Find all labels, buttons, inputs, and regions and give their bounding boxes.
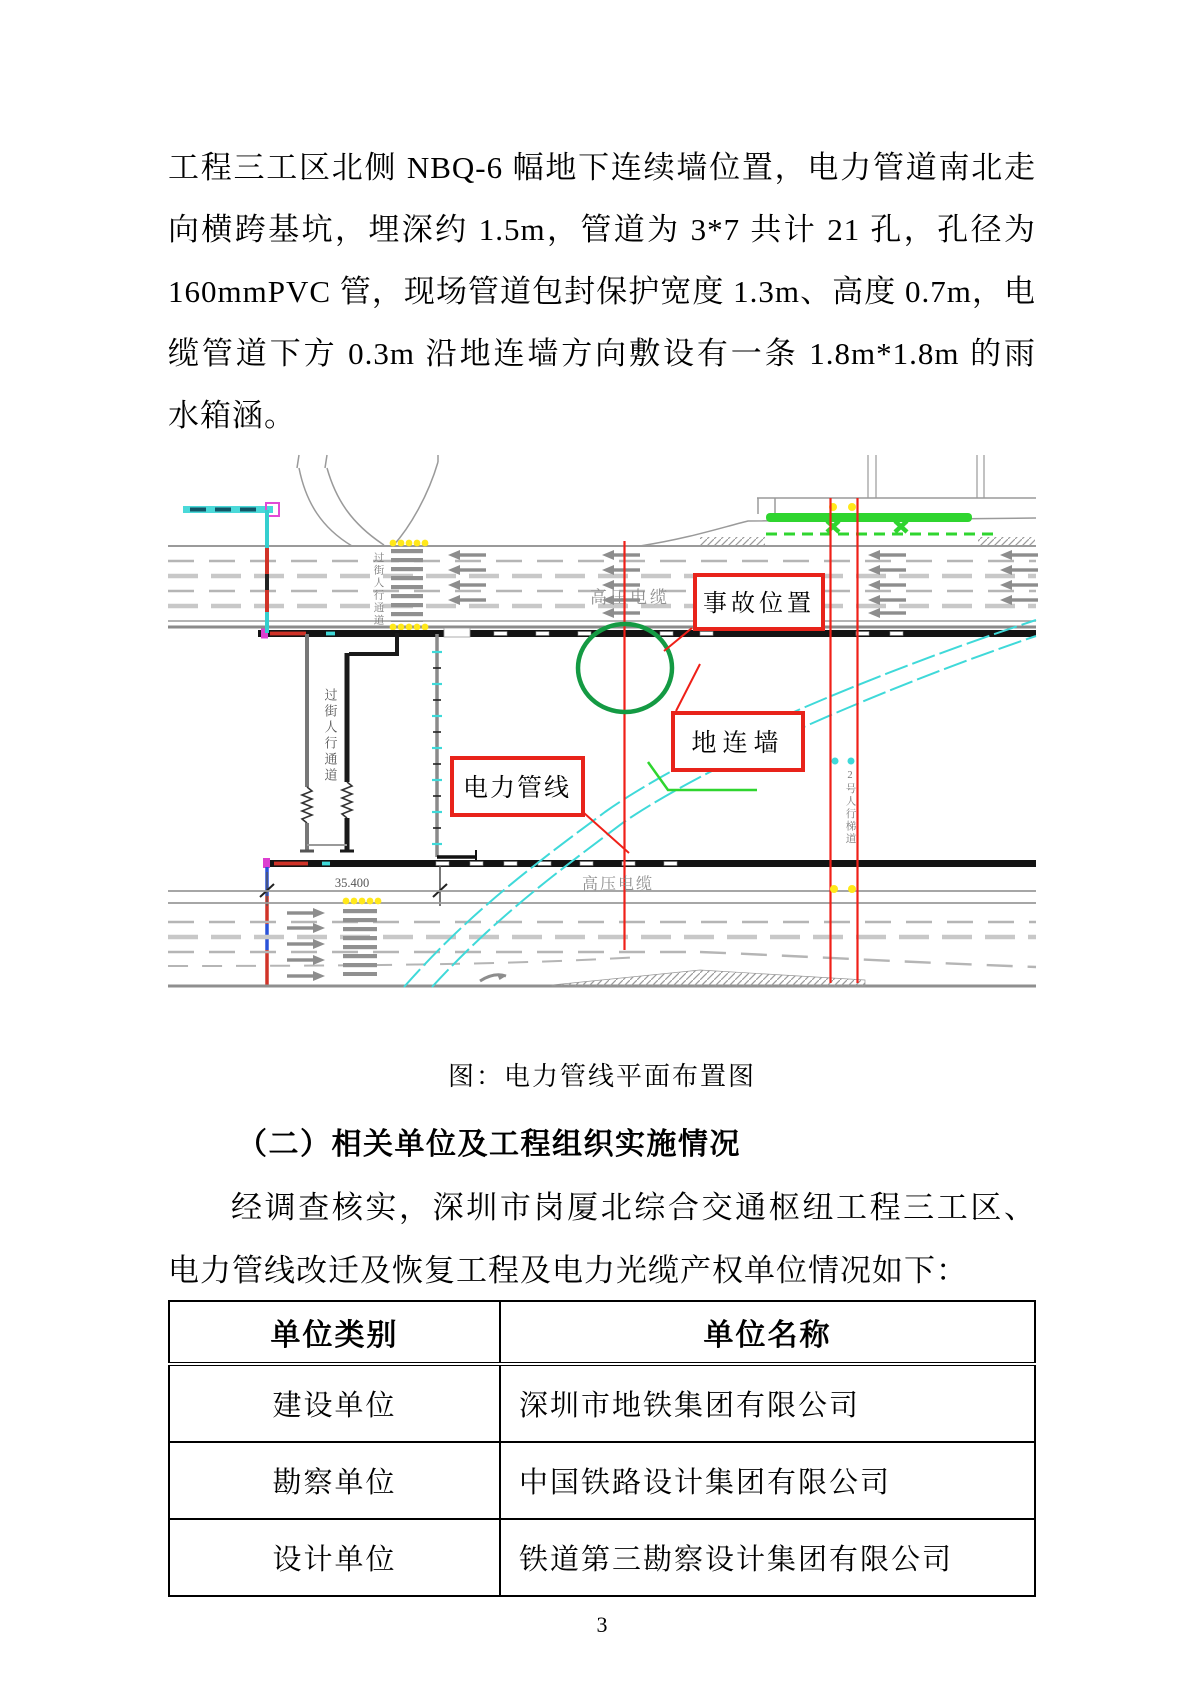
body-text-line: 工程三工区北侧 NBQ-6 幅地下连续墙位置，电力管道南北走 [168, 150, 1036, 185]
page-number: 3 [596, 1612, 608, 1637]
figure-caption: 图：电力管线平面布置图 [447, 1062, 756, 1091]
cable-marker-dot [832, 758, 839, 765]
column-header-unit-name: 单位名称 [500, 1301, 1035, 1364]
accident-label-box [695, 575, 823, 629]
body-text-line: 160mmPVC 管，现场管道包封保护宽度 1.3m、高度 0.7m，电 [168, 274, 1036, 309]
stairway-label: 2号人行梯道 [844, 770, 856, 846]
pit-east-wall [432, 628, 476, 864]
crosswalk-label: 过街人行通道 [372, 552, 384, 627]
slip-road-curves [297, 455, 438, 546]
body-text-line: 缆管道下方 0.3m 沿地连墙方向敷设有一条 1.8m*1.8m 的雨 [168, 336, 1036, 371]
body-text-line: 经调查核实，深圳市岗厦北综合交通枢纽工程三工区、 [231, 1190, 1036, 1225]
table-row [169, 1364, 1035, 1442]
platform-support-x [895, 521, 907, 532]
table-row [169, 1519, 1035, 1596]
underpass-label: 过街人行通道 [322, 688, 338, 784]
bus-bay-platform [640, 455, 1036, 546]
unit-name-cell: 铁道第三勘察设计集团有限公司 [500, 1519, 1035, 1596]
body-text-line: 水箱涵。 [168, 398, 296, 433]
unit-type-cell: 建设单位 [169, 1364, 500, 1442]
crosswalk-top [390, 540, 429, 631]
underpass-structure [300, 633, 397, 851]
green-platform [766, 513, 972, 522]
column-header-unit-type: 单位类别 [169, 1301, 500, 1364]
power-line-label: 电力管线 [462, 775, 572, 802]
plan-drawing [164, 452, 1039, 997]
unit-type-cell: 勘察单位 [169, 1442, 500, 1519]
hv-cable-label-bottom: 高压电缆 [581, 876, 655, 893]
unit-type-cell: 设计单位 [169, 1519, 500, 1596]
body-text-line: 向横跨基坑，埋深约 1.5m，管道为 3*7 共计 21 孔，孔径为 [168, 212, 1036, 247]
bottom-road [168, 891, 1036, 986]
diaphragm-wall-label: 地连墙 [691, 730, 785, 757]
power-line-label-box [452, 758, 583, 815]
units-table [168, 1300, 1036, 1597]
dimension-text: 35.400 [334, 876, 370, 890]
table-row [169, 1442, 1035, 1519]
section-heading: （二）相关单位及工程组织实施情况 [237, 1128, 741, 1161]
accident-label: 事故位置 [703, 591, 815, 617]
crosswalk-bottom [343, 907, 377, 976]
diaphragm-wall-label-box [673, 713, 803, 770]
platform-support-x [827, 521, 839, 532]
body-text-line: 电力管线改迁及恢复工程及电力光缆产权单位情况如下： [168, 1253, 968, 1288]
table-header-row [169, 1301, 1035, 1364]
cable-marker-dot [848, 758, 855, 765]
power-pipeline-plan-figure [164, 452, 1039, 997]
diaphragm-wall-south [263, 858, 1036, 868]
unit-name-cell: 中国铁路设计集团有限公司 [500, 1442, 1035, 1519]
unit-name-cell: 深圳市地铁集团有限公司 [500, 1364, 1035, 1442]
hv-cable-label-top: 高压电缆 [590, 588, 670, 607]
